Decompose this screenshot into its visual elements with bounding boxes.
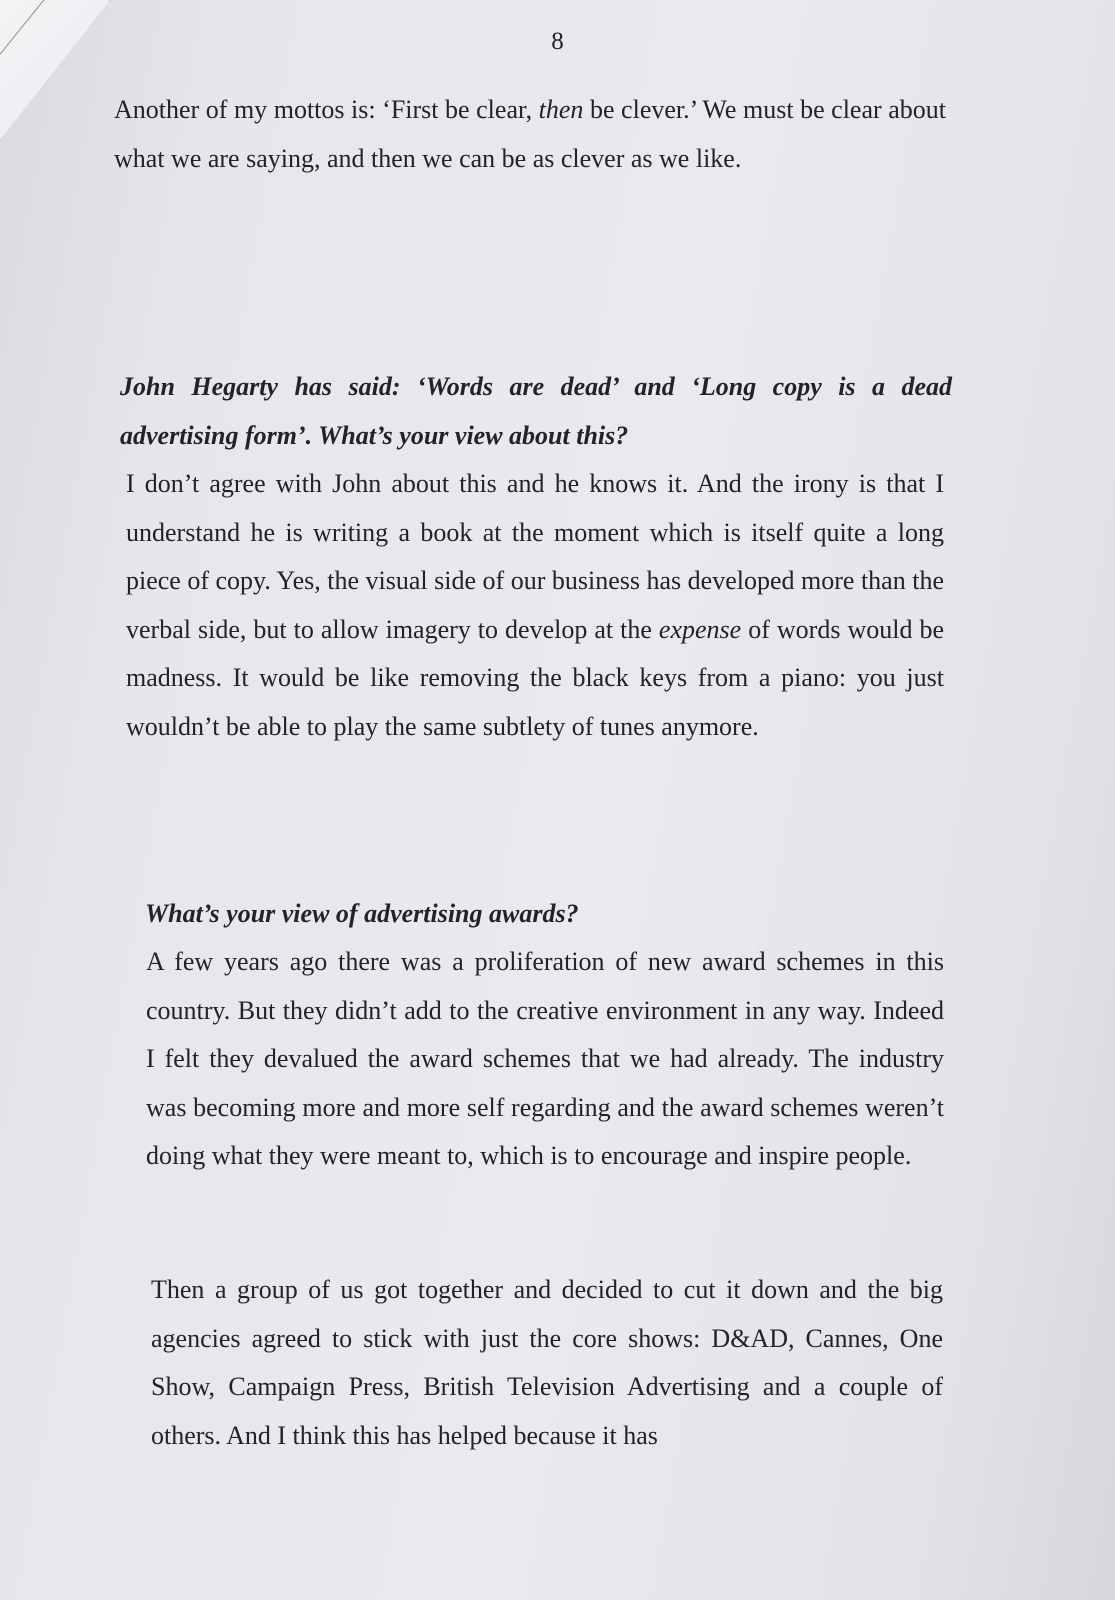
question-hegarty: John Hegarty has said: ‘Words are dead’ and ‘Long copy is a dead advertising form’. What’s your view about this? xyxy=(120,372,952,450)
answer-awards: A few years ago there was a proliferation of new award schemes in this country. But they didn’t add to the creative environment in any way. Indeed I felt they devalued the award schemes that we had already. The industry was becoming more and more self regarding and the award schemes weren’t doing what they were meant to, which is to encourage and inspire people. xyxy=(146,947,944,1170)
answer-hegarty-post: of words would be madness. It would be like removing the black keys from a piano: you just wouldn’t be able to play the same subtlety of tunes anymore. xyxy=(126,614,944,741)
page-corner-fold xyxy=(0,0,110,140)
page-number: 8 xyxy=(551,28,564,55)
paragraph-mottos-emphasis: then xyxy=(538,95,584,124)
paragraph-mottos-pre: Another of my mottos is: ‘First be clear, xyxy=(114,95,539,124)
paragraph-mottos-post: be clever.’ We must be clear about what we are saying, and then we can be as clever as we like. xyxy=(114,95,946,173)
answer-awards-continued: Then a group of us got together and decided to cut it down and the big agencies agreed to stick with just the core shows: D&AD, Cannes, One Show, Campaign Press, British Television Advertising and a couple of others. And I think this has helped because it has xyxy=(151,1275,943,1450)
answer-hegarty-pre: I don’t agree with John about this and he knows it. And the irony is that I understand he is writing a book at the moment which is itself quite a long piece of copy. Yes, the visual side of our business has developed more than the verbal side, but to allow imagery to develop at the xyxy=(126,469,944,644)
answer-hegarty xyxy=(126,460,944,751)
question-awards: What’s your view of advertising awards? xyxy=(145,899,579,928)
answer-hegarty-emphasis: expense xyxy=(658,614,742,644)
paragraph-mottos xyxy=(114,86,946,183)
